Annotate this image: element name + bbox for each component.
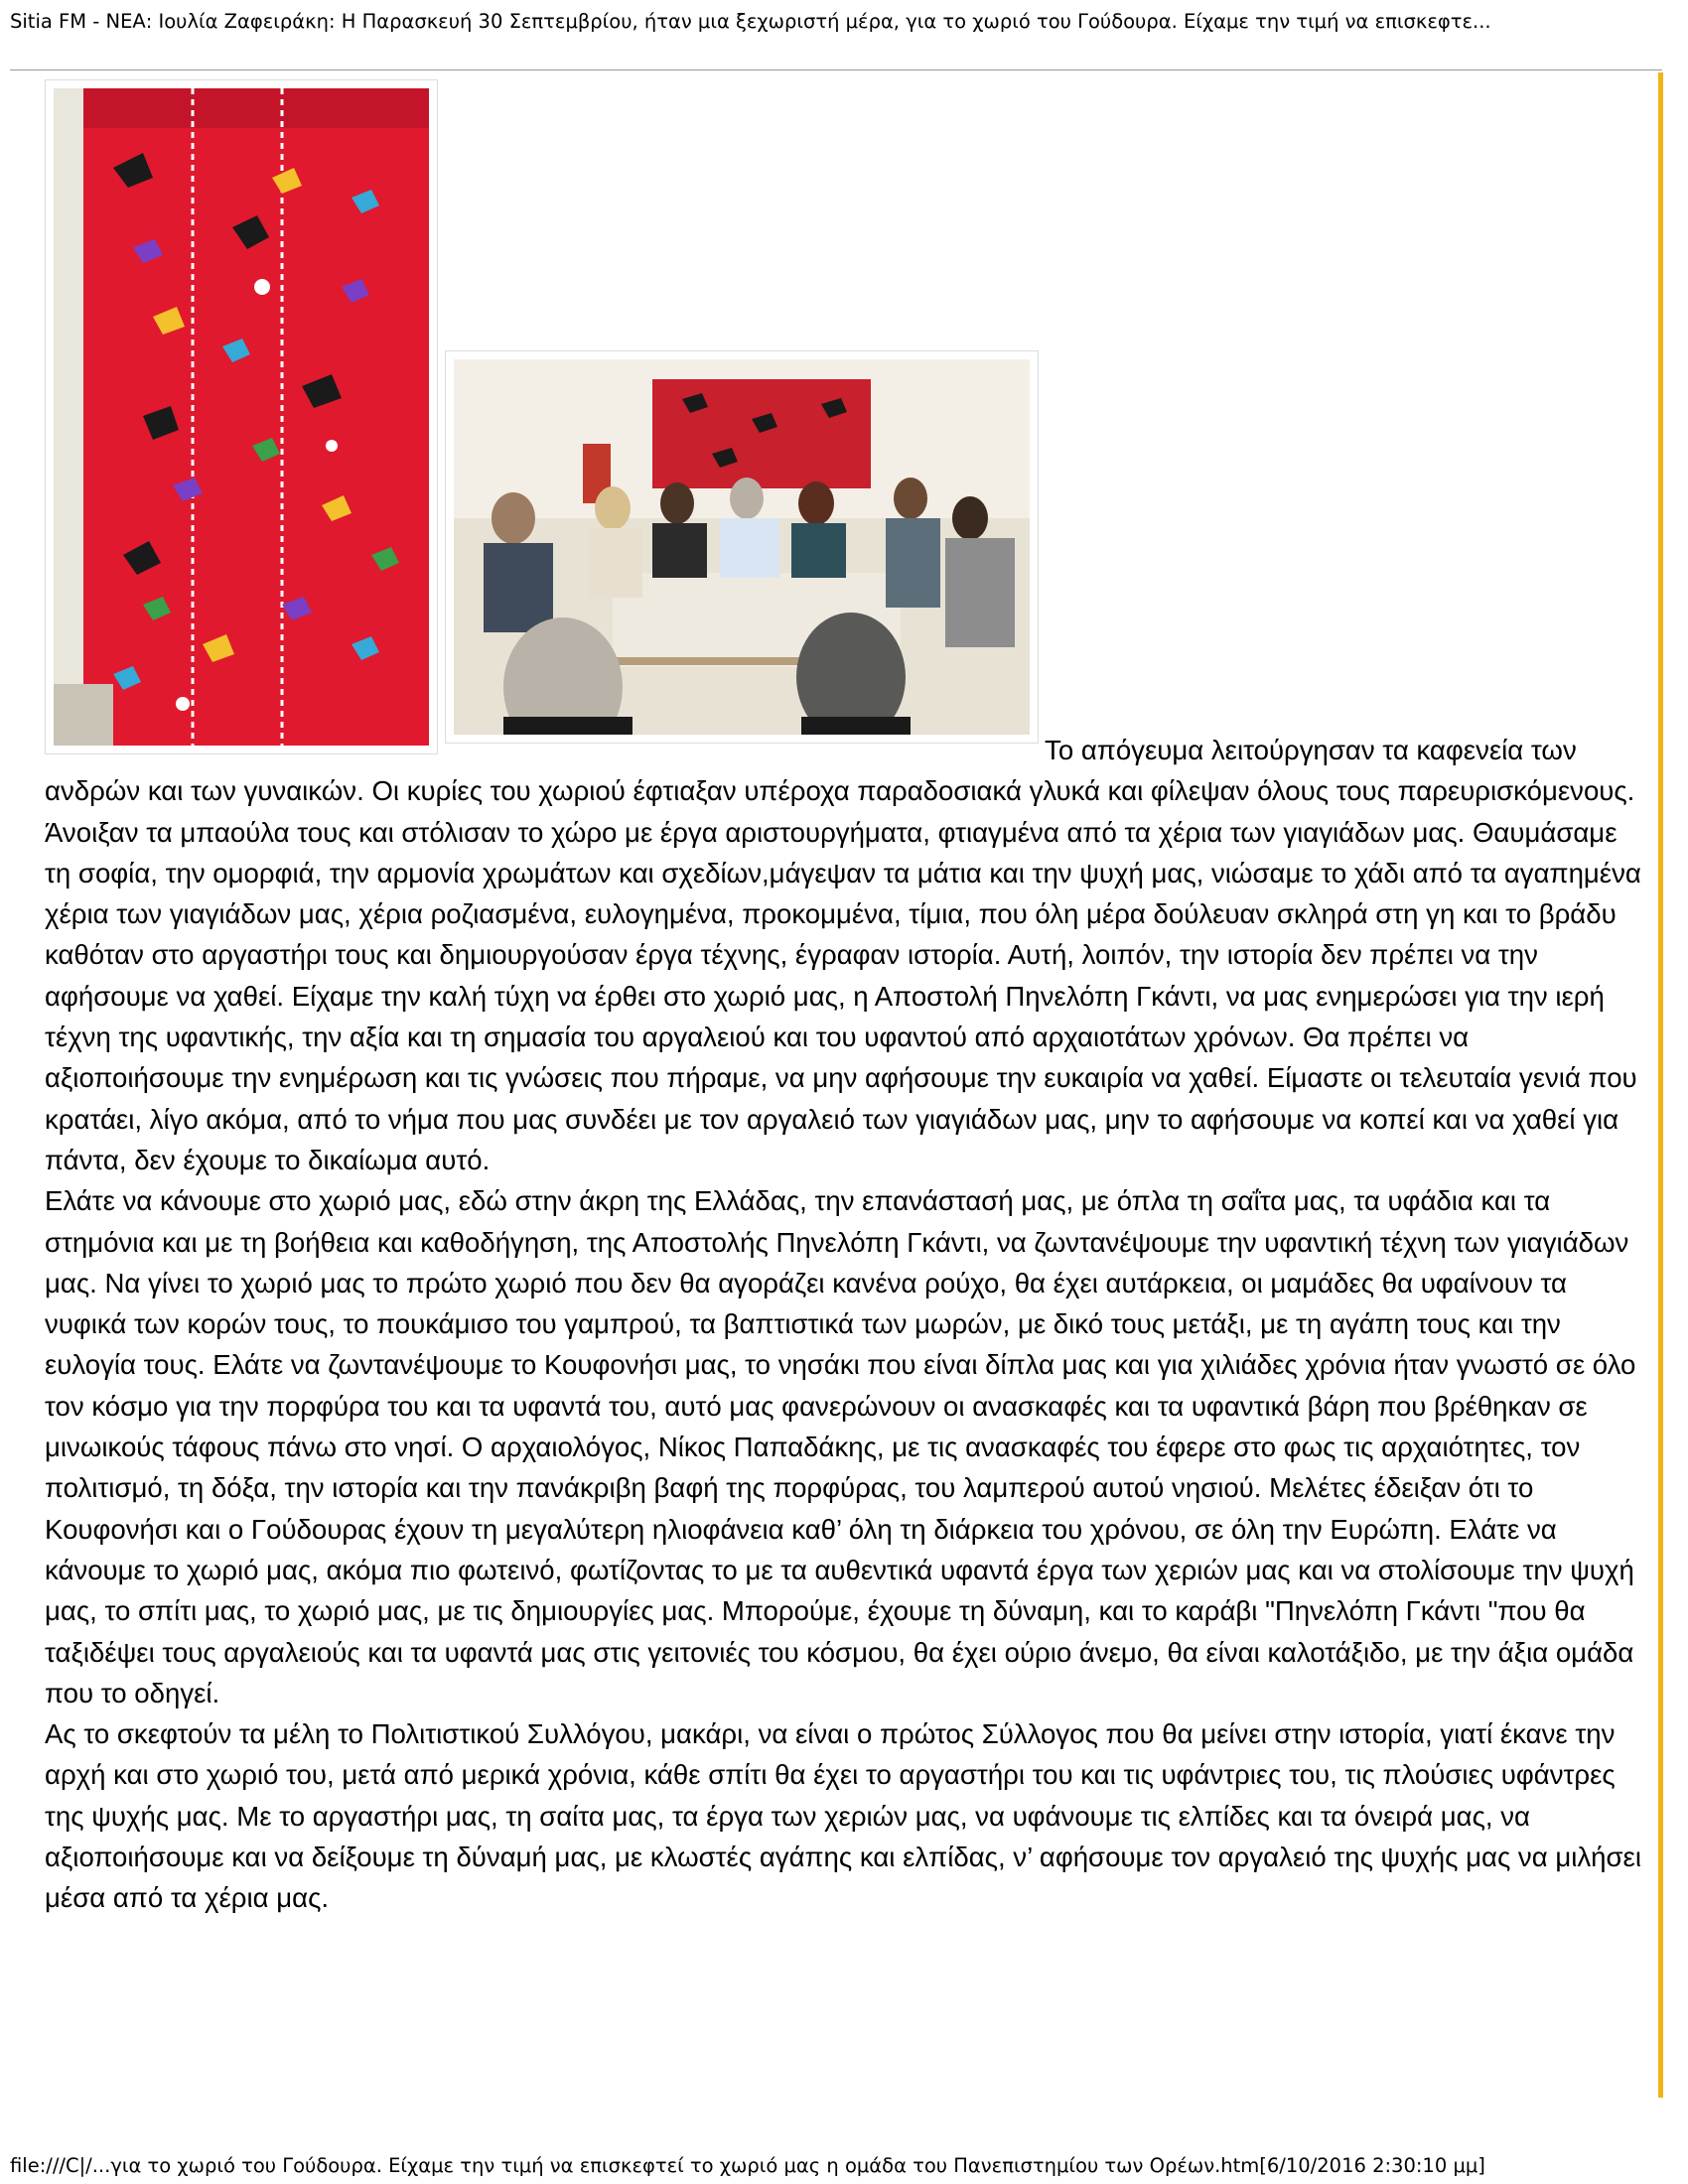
village-meeting-photo xyxy=(454,359,1030,735)
embroidered-textile-photo xyxy=(54,88,429,746)
page-header-title: Sitia FM - ΝΕΑ: Ιουλία Ζαφειράκη: Η Παρασκευή 30 Σεπτεμβρίου, ήταν μια ξεχωριστή μέρα, για το χωριό του Γούδουρα. Είχαμε την τιμή να επισκεφτε... xyxy=(10,10,1491,33)
sidebar-accent-bar xyxy=(1658,72,1663,2098)
article-paragraph-2: Ελάτε να κάνουμε στο χωριό μας, εδώ στην άκρη της Ελλάδας, την επανάστασή μας, με όπλα τη σαΐτα μας, τα υφάδια και τα στημόνια και με τη βοήθεια και καθοδήγηση, της Αποστολής Πηνελόπη Γκάντι, να ζωντανέψουμε την υφαντική τέχνη των γιαγιάδων μας. Να γίνει το χωριό μας το πρώτο χωριό που δεν θα αγοράζει κανένα ρούχο, θα έχει αυτάρκεια, οι μαμάδες θα υφαίνουν τα νυφικά των κορών τους, το πουκάμισο του γαμπρού, τα βαπτιστικά των μωρών, με δικό τους μετάξι, με τη αγάπη τους και την ευλογία τους. Ελάτε να ζωντανέψουμε το Κουφονήσι μας, το νησάκι που είναι δίπλα μας και για χιλιάδες χρόνια ήταν γνωστό σε όλο τον κόσμο για την πορφύρα του και τα υφαντά του, αυτό μας φανερώνουν οι ανασκαφές και τα υφαντικά βάρη που βρέθηκαν σε μινωικούς τάφους πάνω στο νησί. Ο αρχαιολόγος, Νίκος Παπαδάκης, με τις ανασκαφές του έφερε στο φως τις αρχαιότητες, τον πολιτισμό, τη δόξα, την ιστορία και την πανάκριβη βαφή της πορφύρας, του λαμπερού αυτού νησιού. Μελέτες έδειξαν ότι το Κουφονήσι και ο Γούδουρας έχουν τη μεγαλύτερη ηλιοφάνεια καθ’ όλη τη διάρκεια του χρόνου, σε όλη την Ευρώπη. Ελάτε να κάνουμε το χωριό μας, ακόμα πιο φωτεινό, φωτίζοντας το με τα αυθεντικά υφαντά έργα των χεριών μας και να στολίσουμε την ψυχή μας, το σπίτι μας, το χωριό μας, με τις δημιουργίες μας. Μπορούμε, έχουμε τη δύναμη, και το καράβι "Πηνελόπη Γκάντι "που θα ταξιδέψει τους αργαλειούς και τα υφαντά μας στις γειτονιές του κόσμου, θα έχει ούριο άνεμο, θα είναι καλοτάξιδο, με την άξια ομάδα που το οδηγεί. xyxy=(45,1185,1636,1708)
header-divider xyxy=(10,69,1662,70)
article-paragraph-3: Ας το σκεφτούν τα μέλη το Πολιτιστικού Συλλόγου, μακάρι, να είναι ο πρώτος Σύλλογος που θα μείνει στην ιστορία, γιατί έκανε την αρχή και στο χωριό του, μετά από μερικά χρόνια, κάθε σπίτι θα έχει το αργαστήρι του και τις υφάντριες του, τις πλούσιες υφάντρες της ψυχής μας. Με το αργαστήρι μας, τη σαίτα μας, τα έργα των χεριών μας, να υφάνουμε τις ελπίδες και τα όνειρά μας, να αξιοποιήσουμε και να δείξουμε τη δύναμή μας, με κλωστές αγάπης και ελπίδας, ν’ αφήσουμε τον αργαλειό της ψυχής μας να μιλήσει μέσα από τα χέρια μας. xyxy=(45,1718,1641,1914)
article-body xyxy=(45,79,1648,1919)
page-footer-path: file:///C|/...για το χωριό του Γούδουρα. Είχαμε την τιμή να επισκεφτεί το χωριό μας η ομάδα του Πανεπιστημίου των Ορέων.htm[6/10/2016 2:30:10 μμ] xyxy=(10,2154,1485,2177)
village-meeting-photo-frame xyxy=(445,350,1039,744)
article-paragraph-1: Το απόγευμα λειτούργησαν τα καφενεία των ανδρών και των γυναικών. Οι κυρίες του χωριού έφτιαξαν υπέροχα παραδοσιακά γλυκά και φίλεψαν όλους τους παρευρισκόμενους. Άνοιξαν τα μπαούλα τους και στόλισαν το χώρο με έργα αριστουργήματα, φτιαγμένα από τα χέρια των γιαγιάδων μας. Θαυμάσαμε τη σοφία, την ομορφιά, την αρμονία χρωμάτων και σχεδίων,μάγεψαν τα μάτια και την ψυχή μας, νιώσαμε το χάδι από τα αγαπημένα χέρια των γιαγιάδων μας, χέρια ροζιασμένα, ευλογημένα, προκομμένα, τίμια, που όλη μέρα δούλευαν σκληρά στη γη και το βράδυ καθόταν στο αργαστήρι τους και δημιουργούσαν έργα τέχνης, έγραφαν ιστορία. Αυτή, λοιπόν, την ιστορία δεν πρέπει να την αφήσουμε να χαθεί. Είχαμε την καλή τύχη να έρθει στο χωριό μας, η Αποστολή Πηνελόπη Γκάντι, να μας ενημερώσει για την ιερή τέχνη της υφαντικής, την αξία και τη σημασία του αργαλειού και του υφαντού από αρχαιοτάτων χρόνων. Θα πρέπει να αξιοποιήσουμε την ενημέρωση και τις γνώσεις που πήραμε, να μην αφήσουμε την ευκαιρία να χαθεί. Είμαστε οι τελευταία γενιά που κρατάει, λίγο ακόμα, από το νήμα που μας συνδέει με τον αργαλειό των γιαγιάδων μας, μην το αφήσουμε να κοπεί και να χαθεί για πάντα, δεν έχουμε το δικαίωμα αυτό. xyxy=(45,735,1641,1175)
embroidered-textile-photo-frame xyxy=(45,79,438,754)
